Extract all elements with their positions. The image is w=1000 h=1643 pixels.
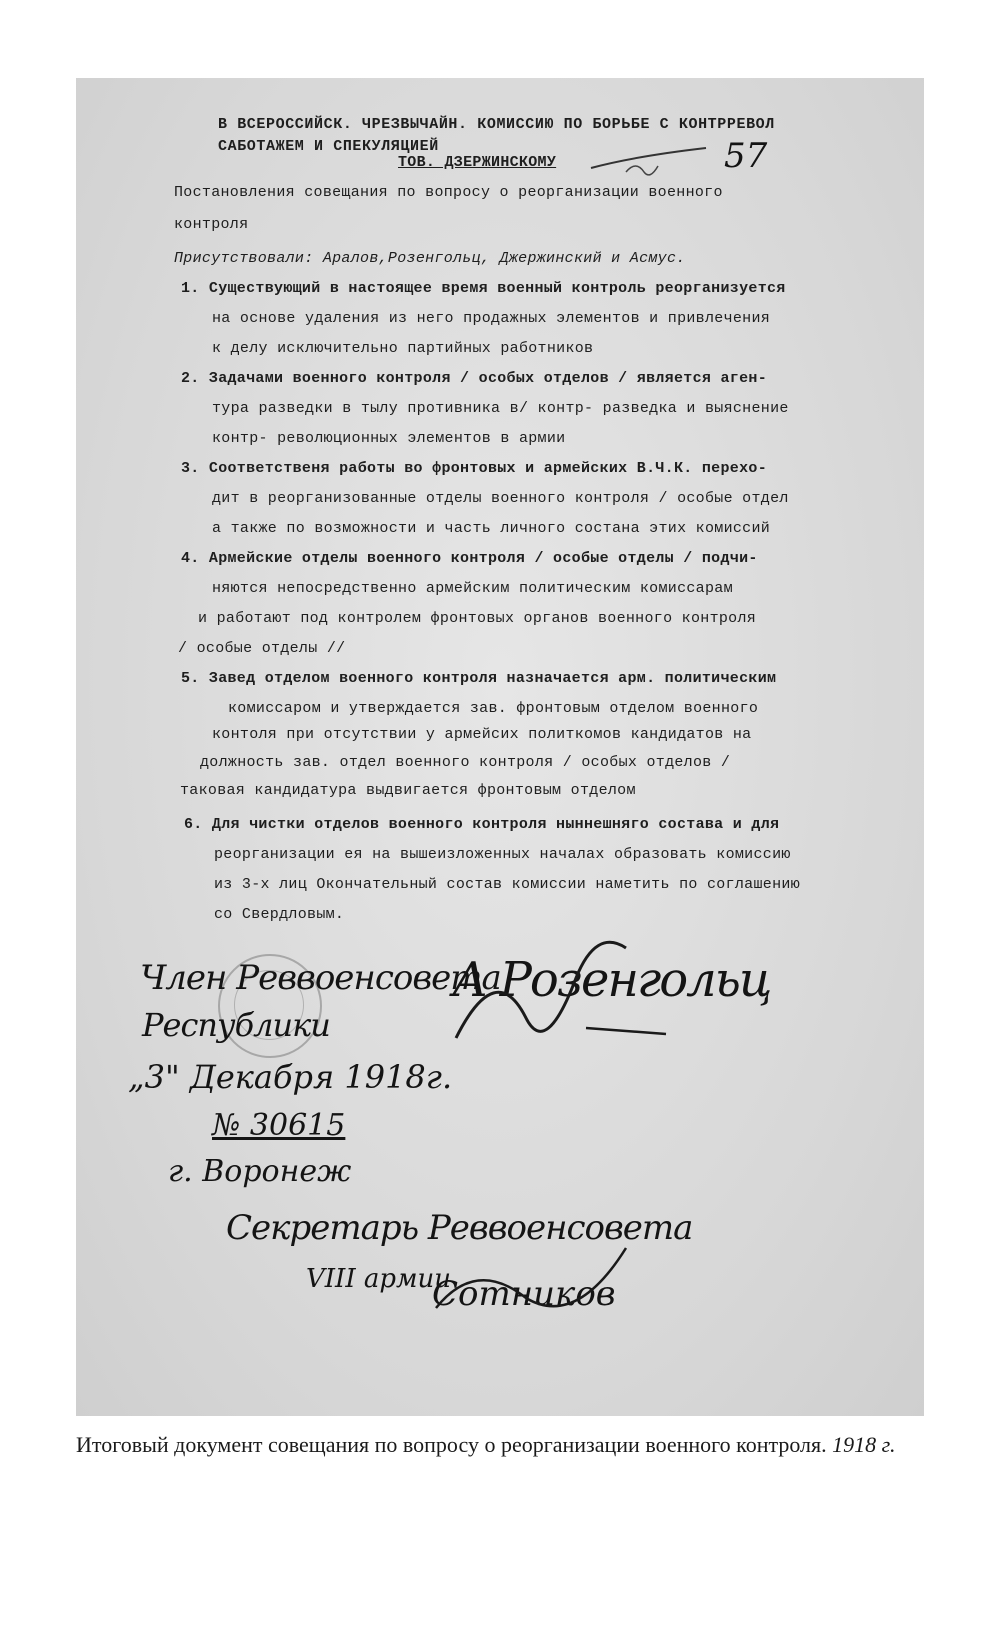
signature-flourish [436,918,776,1058]
item-4-line-3: и работают под контролем фронтовых органов военного контроля [198,610,757,627]
item-1-line-3: к делу исключительно партийных работников [212,340,594,357]
item-5-line-4: должность зав. отдел военного контроля / особых отделов / [200,754,731,771]
item-1-line-1: 1. Существующий в настоящее время военный контроль реорганизуется [181,280,786,297]
item-5-line-2: комиссаром и утверждается зав. фронтовым отделом военного [228,700,759,717]
caption-text: Итоговый документ совещания по вопросу о реорганизации военного контроля. [76,1432,833,1457]
title-line-2: контроля [174,216,249,233]
item-2-line-1: 2. Задачами военного контроля / особых отделов / является аген- [181,370,767,387]
item-2-line-2: тура разведки в тылу противника в/ контр- разведка и выяснение [212,400,789,417]
item-3-line-1: 3. Соответственя работы во фронтовых и армейских В.Ч.К. перехо- [181,460,767,477]
header-line-1: В ВСЕРОССИЙСК. ЧРЕЗВЫЧАЙН. КОМИССИЮ ПО БОРЬБЕ С КОНТРРЕВОЛ [218,116,775,133]
handwritten-number: № 30615 [212,1108,346,1143]
item-3-line-3: а также по возможности и часть личного состана этих комиссий [212,520,771,537]
item-6-line-3: из 3-х лиц Окончательный состав комиссии наметить по соглашению [214,876,800,893]
corner-number: 57 [724,136,768,176]
item-4-line-4: / особые отделы // [178,640,346,657]
item-6-line-1: 6. Для чистки отделов военного контроля ныннешняго состава и для [184,816,780,833]
addressee: ТОВ. ДЗЕРЖИНСКОМУ [398,154,557,171]
handwritten-secretary-line-1: Секретарь Реввоенсовета [226,1208,693,1248]
item-4-line-1: 4. Армейские отделы военного контроля / особые отделы / подчи- [181,550,758,567]
item-2-line-3: контр- революционных элементов в армии [212,430,566,447]
handwritten-member-line-2: Республики [142,1006,330,1044]
title-line-1: Постановления совещания по вопросу о реорганизации военного [174,184,723,201]
caption-year: 1918 г. [832,1432,896,1457]
handwritten-secretary-line-2: VIII армии [306,1264,452,1294]
item-4-line-2: няются непосредственно армейским политическим комиссарам [212,580,733,597]
item-5-line-3: контоля при отсутствии у армейсих политкомов кандидатов на [212,726,752,743]
header-line-2: САБОТАЖЕМ И СПЕКУЛЯЦИЕЙ [218,138,439,155]
photo-caption [76,1430,936,1460]
present-line: Присутствовали: Аралов,Розенгольц, Джержинский и Асмус. [174,250,686,267]
item-5-line-1: 5. Завед отделом военного контроля назначается арм. политическим [181,670,777,687]
handwritten-member-line-1: Член Реввоенсовета [140,958,501,998]
handwritten-city: г. Воронеж [168,1154,352,1189]
signature-secretary: Сотников [432,1274,616,1314]
secretary-signature-flourish [406,1238,646,1328]
item-1-line-2: на основе удаления из него продажных элементов и привлечения [212,310,771,327]
item-3-line-2: дит в реорганизованные отделы военного контроля / особые отдел [212,490,789,507]
header-underline-scribble [586,138,716,178]
item-5-line-5: таковая кандидатура выдвигается фронтовым отделом [180,782,636,799]
item-6-line-4: со Свердловым. [214,906,345,923]
archival-document-photo [76,78,924,1416]
handwritten-date: „3" Декабря 1918г. [128,1058,453,1096]
signature-rozengolts: А Розенгольц [452,952,771,1008]
item-6-line-2: реорганизации ея на вышеизложенных началах образовать комиссию [214,846,791,863]
